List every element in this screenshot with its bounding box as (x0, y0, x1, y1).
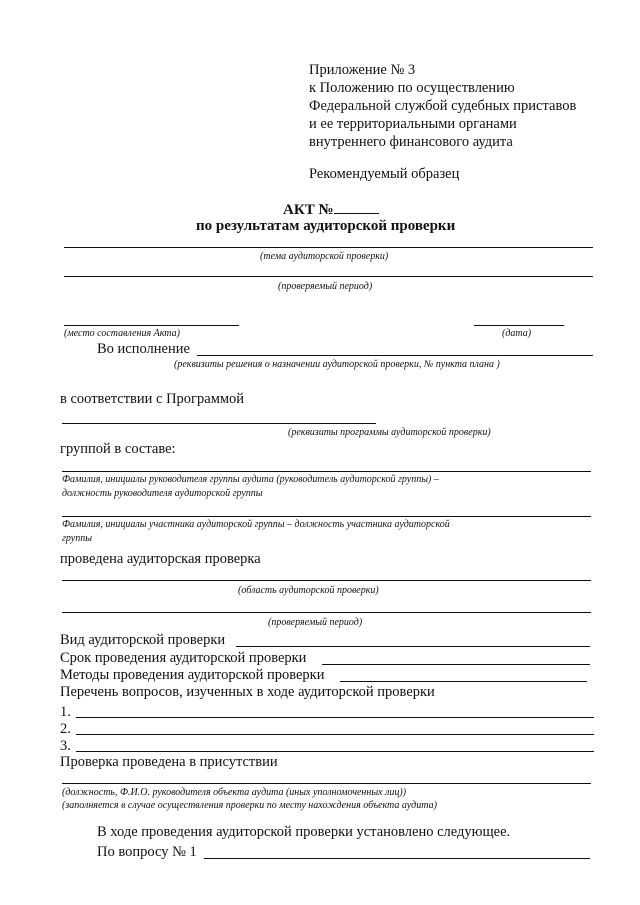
question-1-line (76, 717, 594, 718)
period2-line (62, 612, 591, 613)
topic-line (64, 247, 593, 248)
presence-line (62, 783, 591, 784)
presence-label: Проверка проведена в присутствии (60, 754, 278, 770)
in-execution-label: Во исполнение (97, 341, 190, 357)
leader-caption-1: Фамилия, инициалы руководителя группы аудита (руководитель аудиторской группы) – (62, 474, 439, 485)
member-caption-1: Фамилия, инициалы участника аудиторской группы – должность участника аудиторской (62, 519, 450, 530)
area-line (62, 580, 591, 581)
audit-type-label: Вид аудиторской проверки (60, 632, 226, 648)
date-caption: (дата) (502, 328, 532, 339)
question-1-number: 1. (60, 704, 71, 720)
per-program-label: в соответствии с Программой (60, 391, 245, 407)
question-2-number: 2. (60, 721, 71, 737)
act-number-field (334, 201, 379, 214)
act-subtitle: по результатам аудиторской проверки (196, 218, 456, 234)
member-caption-2: группы (62, 533, 92, 544)
audit-type-line (236, 646, 590, 647)
question-no-label: По вопросу № 1 (97, 844, 197, 860)
member-line (62, 516, 591, 517)
decision-line (197, 355, 593, 356)
established-text: В ходе проведения аудиторской проверки установлено следующее. (97, 824, 511, 840)
area-caption: (область аудиторской проверки) (238, 585, 379, 596)
audit-term-label: Срок проведения аудиторской проверки (60, 650, 307, 666)
appendix-number: Приложение № 3 (309, 62, 416, 78)
act-title (283, 201, 379, 219)
leader-caption-2: должность руководителя аудиторской группы (62, 488, 263, 499)
presence-caption-2: (заполняется в случае осуществления проверки по месту нахождения объекта аудита) (62, 800, 437, 811)
question-3-number: 3. (60, 738, 71, 754)
period-caption: (проверяемый период) (278, 281, 373, 292)
audit-methods-label: Методы проведения аудиторской проверки (60, 667, 325, 683)
audit-methods-line (340, 681, 587, 682)
decision-caption: (реквизиты решения о назначении аудиторской проверки, № пункта плана ) (174, 359, 500, 370)
appendix-line-4: и ее территориальными органами (309, 116, 517, 132)
leader-line (62, 471, 591, 472)
program-line (62, 423, 376, 424)
period-line (64, 276, 593, 277)
group-label: группой в составе: (60, 441, 176, 457)
questions-list-label: Перечень вопросов, изученных в ходе аудиторской проверки (60, 684, 435, 700)
topic-caption: (тема аудиторской проверки) (260, 251, 389, 262)
question-2-line (76, 734, 594, 735)
period2-caption: (проверяемый период) (268, 617, 363, 628)
conducted-label: проведена аудиторская проверка (60, 551, 261, 567)
act-label: АКТ № (283, 202, 334, 218)
audit-term-line (322, 664, 590, 665)
presence-caption-1: (должность, Ф.И.О. руководителя объекта аудита (иных уполномоченных лиц)) (62, 787, 407, 798)
place-caption: (место составления Акта) (64, 328, 180, 339)
appendix-line-3: Федеральной службой судебных приставов (309, 98, 577, 114)
question-3-line (76, 751, 594, 752)
date-line (474, 325, 564, 326)
appendix-line-2: к Положению по осуществлению (309, 80, 515, 96)
place-line (64, 325, 239, 326)
recommended-sample: Рекомендуемый образец (309, 166, 460, 182)
program-caption: (реквизиты программы аудиторской проверки) (288, 427, 491, 438)
question-no-line (204, 858, 590, 859)
appendix-line-5: внутреннего финансового аудита (309, 134, 513, 150)
